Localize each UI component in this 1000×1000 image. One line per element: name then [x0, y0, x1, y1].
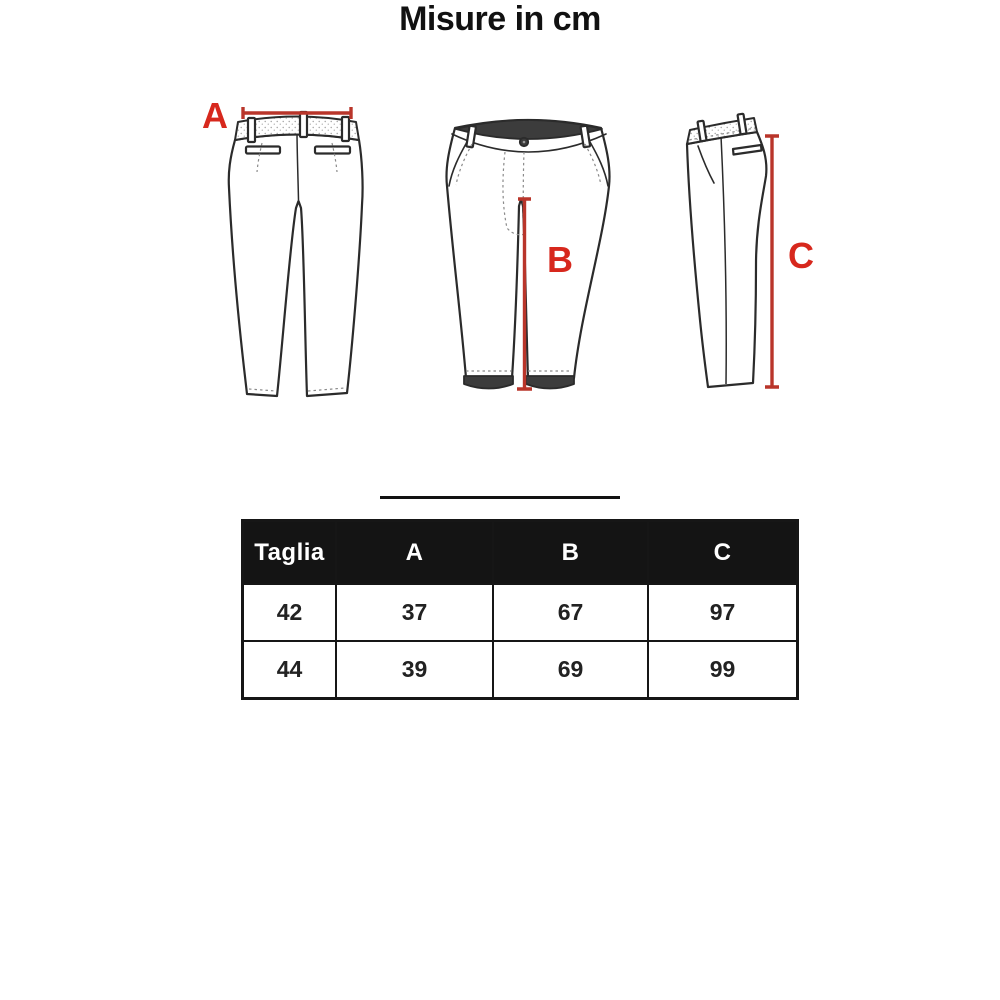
front-button-hole: [523, 141, 526, 144]
pants-side-view-drawing: [687, 114, 814, 387]
measurement-label-c: C: [788, 235, 814, 276]
table-header-taglia: Taglia: [244, 522, 335, 583]
table-cell-size-42: 42: [244, 585, 335, 640]
table-header-a: A: [337, 522, 492, 583]
back-belt-loop-center: [300, 112, 307, 137]
size-table: [241, 519, 799, 700]
title-underline: [380, 496, 620, 499]
measurement-label-b: B: [547, 239, 573, 280]
back-pocket-right: [315, 147, 350, 154]
pants-back-view-drawing: [202, 95, 363, 396]
table-cell-44-c: 99: [649, 642, 796, 697]
back-pocket-left: [246, 147, 280, 154]
table-cell-42-a: 37: [337, 585, 492, 640]
pants-technical-drawings: [0, 0, 1000, 460]
table-header-b: B: [494, 522, 647, 583]
front-view-body: [446, 120, 609, 378]
measurement-label-a: A: [202, 95, 228, 136]
pants-front-view-drawing: [446, 120, 609, 389]
table-cell-42-c: 97: [649, 585, 796, 640]
table-cell-44-b: 69: [494, 642, 647, 697]
back-belt-loop-left: [248, 118, 255, 142]
table-header-c: C: [649, 522, 796, 583]
front-hem-right: [526, 376, 574, 389]
table-cell-44-a: 39: [337, 642, 492, 697]
table-cell-size-44: 44: [244, 642, 335, 697]
size-chart-title: Misure in cm: [399, 0, 601, 38]
back-belt-loop-right: [342, 117, 349, 141]
front-hem-left: [464, 376, 513, 389]
back-view-body: [229, 135, 363, 397]
table-cell-42-b: 67: [494, 585, 647, 640]
